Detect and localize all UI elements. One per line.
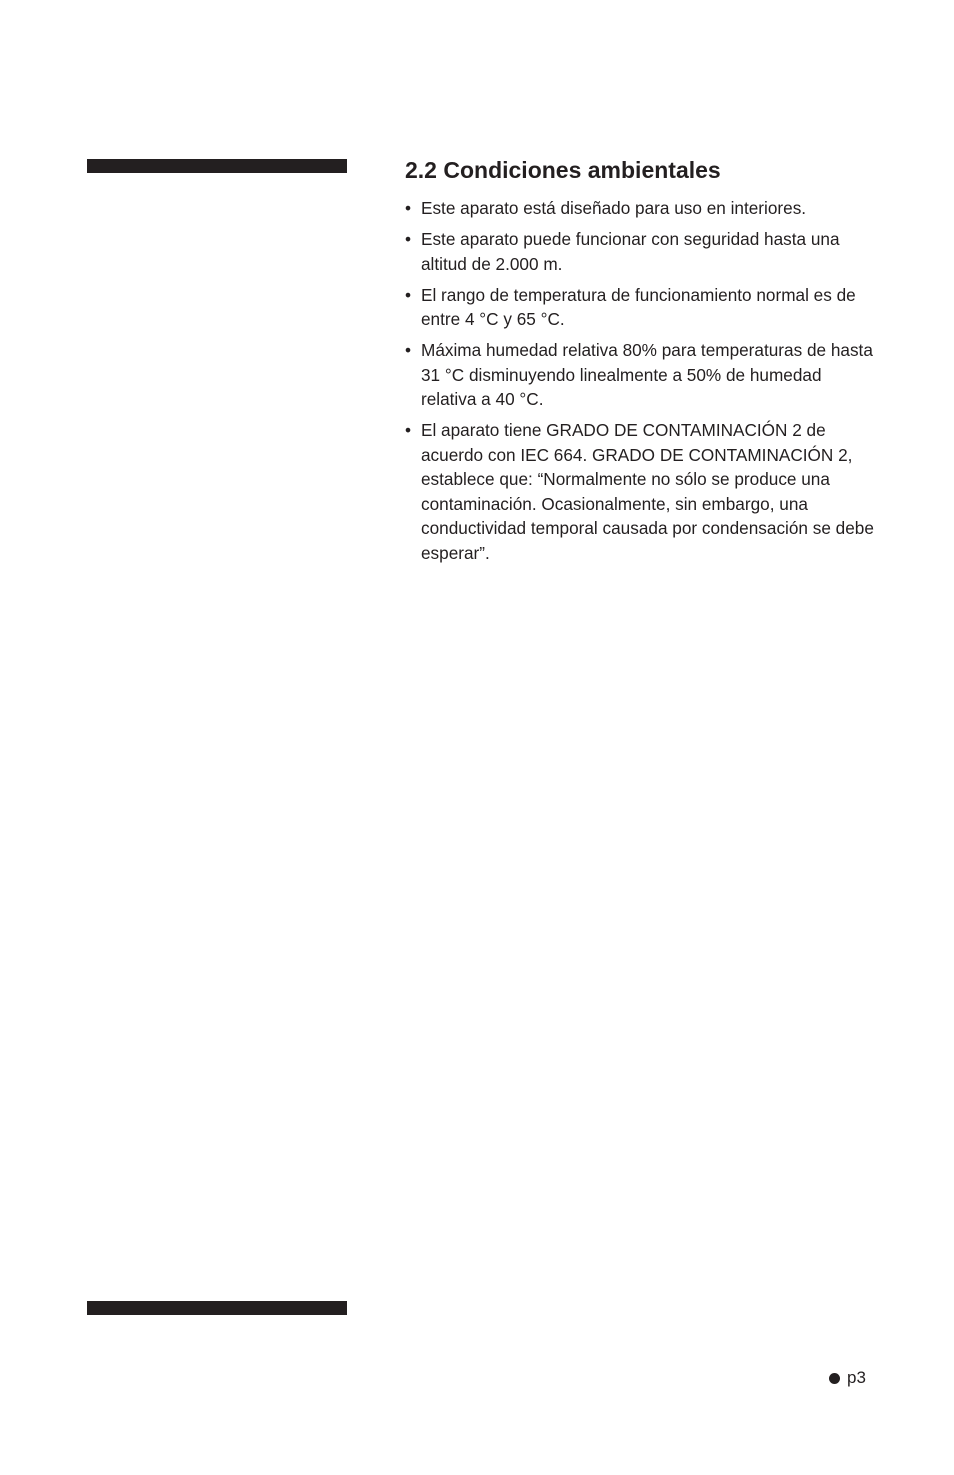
list-item-text: Este aparato está diseñado para uso en interiores.	[421, 198, 807, 218]
bullet-icon: •	[405, 340, 412, 360]
list-item-text: Máxima humedad relativa 80% para temperaturas de hasta 31 °C disminuyendo linealmente a 50% de humedad relativa a 40 °C.	[421, 340, 873, 409]
list-item	[405, 338, 875, 412]
bullet-icon: •	[405, 198, 412, 218]
page-dot-icon	[829, 1373, 840, 1384]
list-item	[405, 196, 875, 221]
conditions-list	[405, 196, 875, 565]
list-item	[405, 283, 875, 332]
page-number	[829, 1366, 866, 1390]
top-margin-bar	[87, 159, 347, 173]
section-content	[405, 154, 875, 572]
page-number-label: p3	[847, 1368, 866, 1387]
bullet-icon: •	[405, 420, 412, 440]
section-heading: 2.2 Condiciones ambientales	[405, 157, 721, 183]
list-item-text: El rango de temperatura de funcionamiento normal es de entre 4 °C y 65 °C.	[421, 284, 856, 329]
list-item	[405, 418, 875, 565]
list-item-text: El aparato tiene GRADO DE CONTAMINACIÓN 2 de acuerdo con IEC 664. GRADO DE CONTAMINACIÓN 2, establece que: “Normalmente no sólo se produce una contaminación. Ocasionalmente, sin embargo, una conductividad temporal causada por condensación se debe esperar”.	[421, 420, 874, 563]
bottom-margin-bar	[87, 1301, 347, 1315]
bullet-icon: •	[405, 284, 412, 305]
bullet-icon: •	[405, 229, 412, 249]
list-item	[405, 227, 875, 276]
list-item-text: Este aparato puede funcionar con seguridad hasta una altitud de 2.000 m.	[421, 229, 840, 274]
